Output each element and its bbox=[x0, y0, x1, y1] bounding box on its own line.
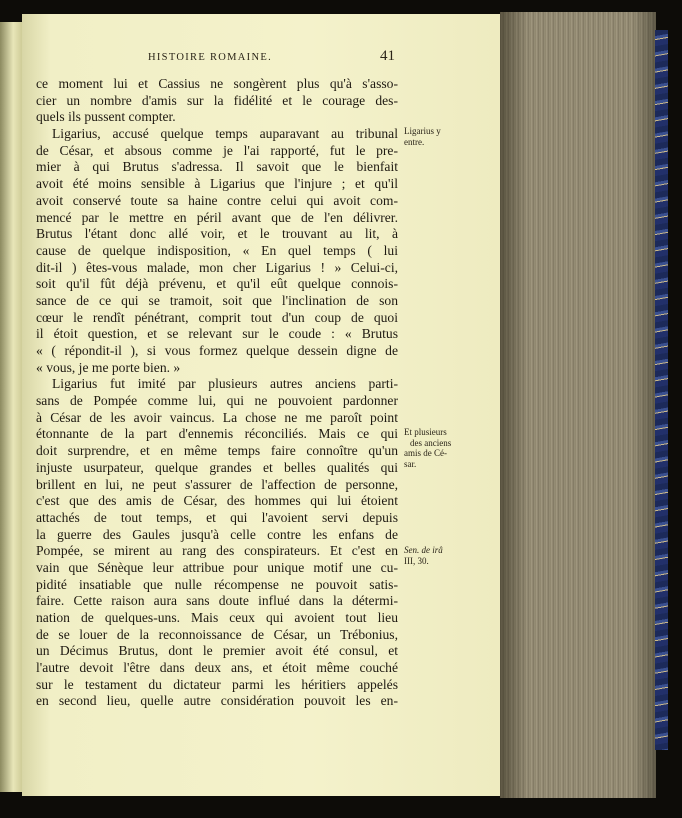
text-line: Pompée, se mirent au rang des conspirateurs. Et c'est en bbox=[36, 543, 398, 559]
margin-note-line: entre. bbox=[404, 136, 425, 147]
page-header bbox=[0, 48, 682, 68]
margin-note-line: III, 30. bbox=[404, 555, 429, 566]
text-line: sance de ce qui se tramoit, soit que l'inclination de son bbox=[36, 292, 398, 308]
text-line: cause de quelque indisposition, « En quel temps ( lui bbox=[36, 242, 398, 258]
margin-note-plusieurs bbox=[404, 427, 451, 469]
text-line: avoit été moins sensible à Ligarius que l'injure ; et qu'il bbox=[36, 176, 398, 192]
text-line: brillent en lui, ne peut s'assurer de l'affection de personne, bbox=[36, 476, 398, 492]
text-line: mier à qui Brutus s'adressa. Il savoit que le bienfait bbox=[36, 159, 398, 175]
text-line: sur le testament du dictateur parmi les héritiers appelés bbox=[36, 676, 398, 692]
text-line: pidité insatiable que nulle récompense ne pouvoit satis- bbox=[36, 576, 398, 592]
text-line: un Décimus Brutus, dont le premier avoit été consul, et bbox=[36, 643, 398, 659]
facing-page-edge bbox=[0, 22, 22, 792]
text-line: nation de quelques-uns. Mais ceux qui avoient tout lieu bbox=[36, 610, 398, 625]
text-line: quels ils pussent compter. bbox=[36, 109, 176, 125]
text-line: de se louer de la reconnoissance de César, un Trébonius, bbox=[36, 626, 398, 642]
text-line: Ligarius, accusé quelque temps auparavant au tribunal bbox=[52, 126, 398, 142]
text-line: vain que Sénèque leur attribue pour unique motif une cu- bbox=[36, 559, 398, 575]
text-line: ce moment lui et Cassius ne songèrent plus qu'à s'asso- bbox=[36, 76, 398, 91]
text-line: attachés de tout temps, et qui l'avoient servi depuis bbox=[36, 509, 398, 525]
text-line: mencé par le mettre en péril avant que de l'en délivrer. bbox=[36, 209, 398, 225]
text-line: à César de les avoir vaincus. La chose ne me paroît point bbox=[36, 409, 398, 425]
text-line: doit surprendre, et en même temps faire connoître qu'un bbox=[36, 443, 398, 459]
text-line: avoit conservé toute sa haine contre celui qui avoit com- bbox=[36, 192, 398, 208]
text-line: étonnante de la part d'ennemis réconciliés. Mais ce qui bbox=[36, 426, 398, 442]
margin-note-ligarius bbox=[404, 126, 441, 147]
text-line: dit-il ) êtes-vous malade, mon cher Ligarius ! » Celui-ci, bbox=[36, 259, 398, 275]
text-line: c'est que des amis de César, des hommes qui lui étoient bbox=[36, 493, 398, 509]
text-line: « ( répondit-il ), si vous formez quelque dessein digne de bbox=[36, 343, 398, 358]
marbled-cover-edge bbox=[655, 30, 668, 750]
text-line: injuste usurpateur, quelque grandes et belles qualités qui bbox=[36, 459, 398, 475]
body-text bbox=[36, 76, 398, 710]
text-line: Brutus l'étant donc allé voir, et le trouvant au lit, à bbox=[36, 226, 398, 242]
margin-note-line: sar. bbox=[404, 458, 417, 469]
margin-note-line: Sen. de irâ bbox=[404, 545, 443, 555]
margin-note-line: Ligarius y bbox=[404, 126, 441, 136]
text-line: sans de Pompée comme lui, qui ne pouvoient pardonner bbox=[36, 393, 398, 409]
margin-note-line: Et plusieurs bbox=[404, 427, 447, 437]
text-line: soit qu'il fût déjà prévenu, et qu'il eût quelque connois- bbox=[36, 276, 398, 292]
text-line: Ligarius fut imité par plusieurs autres anciens parti- bbox=[52, 376, 398, 392]
text-line: cœur le rendît pénétrant, comprit tout d'un coup de quoi bbox=[36, 309, 398, 325]
text-line: en second lieu, quelle autre considération pouvoit les en- bbox=[36, 693, 398, 709]
text-line: de César, et absous comme je l'ai rapporté, fut le pre- bbox=[36, 142, 398, 158]
page-block-shadow bbox=[500, 12, 656, 798]
page-number: 41 bbox=[380, 48, 395, 64]
margin-note-line: des anciens bbox=[410, 437, 452, 448]
text-line: faire. Cette raison aura sans doute influé dans la détermi- bbox=[36, 593, 398, 609]
text-line: il étoit question, et se relevant sur le coude : « Brutus bbox=[36, 326, 398, 342]
running-title: HISTOIRE ROMAINE. bbox=[148, 52, 272, 63]
text-line: cier un nombre d'amis sur la fidélité et le courage des- bbox=[36, 92, 398, 108]
text-line: l'autre devoit l'être dans deux ans, et étoit même couché bbox=[36, 660, 398, 676]
text-line: « vous, je me porte bien. » bbox=[36, 359, 181, 375]
margin-note-line: amis de Cé- bbox=[404, 448, 447, 458]
text-line: la guerre des Gaules jusqu'à celle contre les enfans de bbox=[36, 526, 398, 542]
margin-note-seneca-reference bbox=[404, 545, 443, 566]
